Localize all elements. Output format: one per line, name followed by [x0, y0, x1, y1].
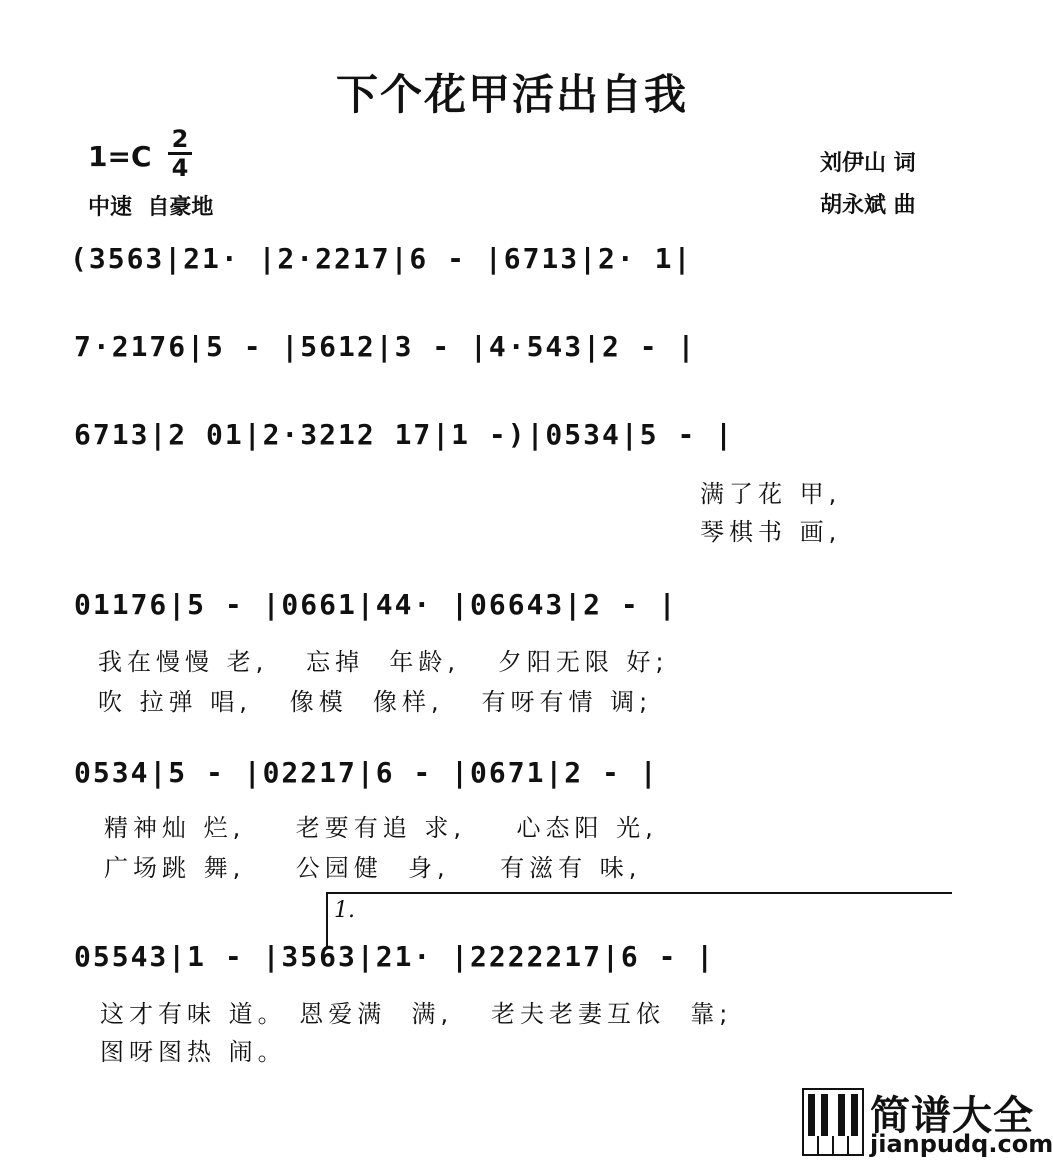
watermark-url: jianpudq.com: [870, 1130, 1053, 1158]
notation-row-6: 05543|1 - |3563|21· |2222217|6 - |: [74, 940, 716, 973]
notation-row-1: (3563|21· |2·2217|6 - |6713|2· 1|: [70, 242, 693, 275]
watermark-brand: 简谱大全: [870, 1093, 1034, 1139]
composer-credit: 胡永斌 曲: [820, 193, 916, 218]
lyrics-row-4-verse-1: 我在慢慢 老, 忘掉 年龄, 夕阳无限 好;: [98, 648, 669, 676]
song-title: 下个花甲活出自我: [335, 70, 688, 119]
lyrics-row-3-verse-1: 满了花 甲,: [700, 480, 842, 508]
notation-row-2: 7·2176|5 - |5612|3 - |4·543|2 - |: [74, 330, 697, 363]
notation-row-4: 01176|5 - |0661|44· |06643|2 - |: [74, 588, 678, 621]
time-top: 2: [171, 125, 189, 153]
tempo-marking: 中速 自豪地: [88, 195, 214, 220]
volta-label: 1.: [334, 898, 355, 923]
piano-keys-icon: [802, 1088, 864, 1156]
lyrics-row-3-verse-2: 琴棋书 画,: [700, 518, 842, 546]
notation-row-5: 0534|5 - |02217|6 - |0671|2 - |: [74, 756, 659, 789]
lyrics-row-5-verse-2: 广场跳 舞, 公园健 身, 有滋有 味,: [104, 854, 642, 882]
lyrics-row-6-verse-2: 图呀图热 闹。: [100, 1038, 287, 1066]
notation-row-3: 6713|2 01|2·3212 17|1 -)|0534|5 - |: [74, 418, 735, 451]
lyrics-row-4-verse-2: 吹 拉弹 唱, 像模 像样, 有呀有情 调;: [98, 688, 653, 716]
lyricist-credit: 刘伊山 词: [820, 151, 916, 176]
time-signature: [168, 125, 192, 182]
lyrics-row-5-verse-1: 精神灿 烂, 老要有追 求, 心态阳 光,: [104, 814, 658, 842]
time-bottom: 4: [171, 154, 189, 182]
lyrics-row-6-verse-1: 这才有味 道。 恩爱满 满, 老夫老妻互依 靠;: [100, 1000, 733, 1028]
key-signature: 1=C: [88, 140, 152, 173]
